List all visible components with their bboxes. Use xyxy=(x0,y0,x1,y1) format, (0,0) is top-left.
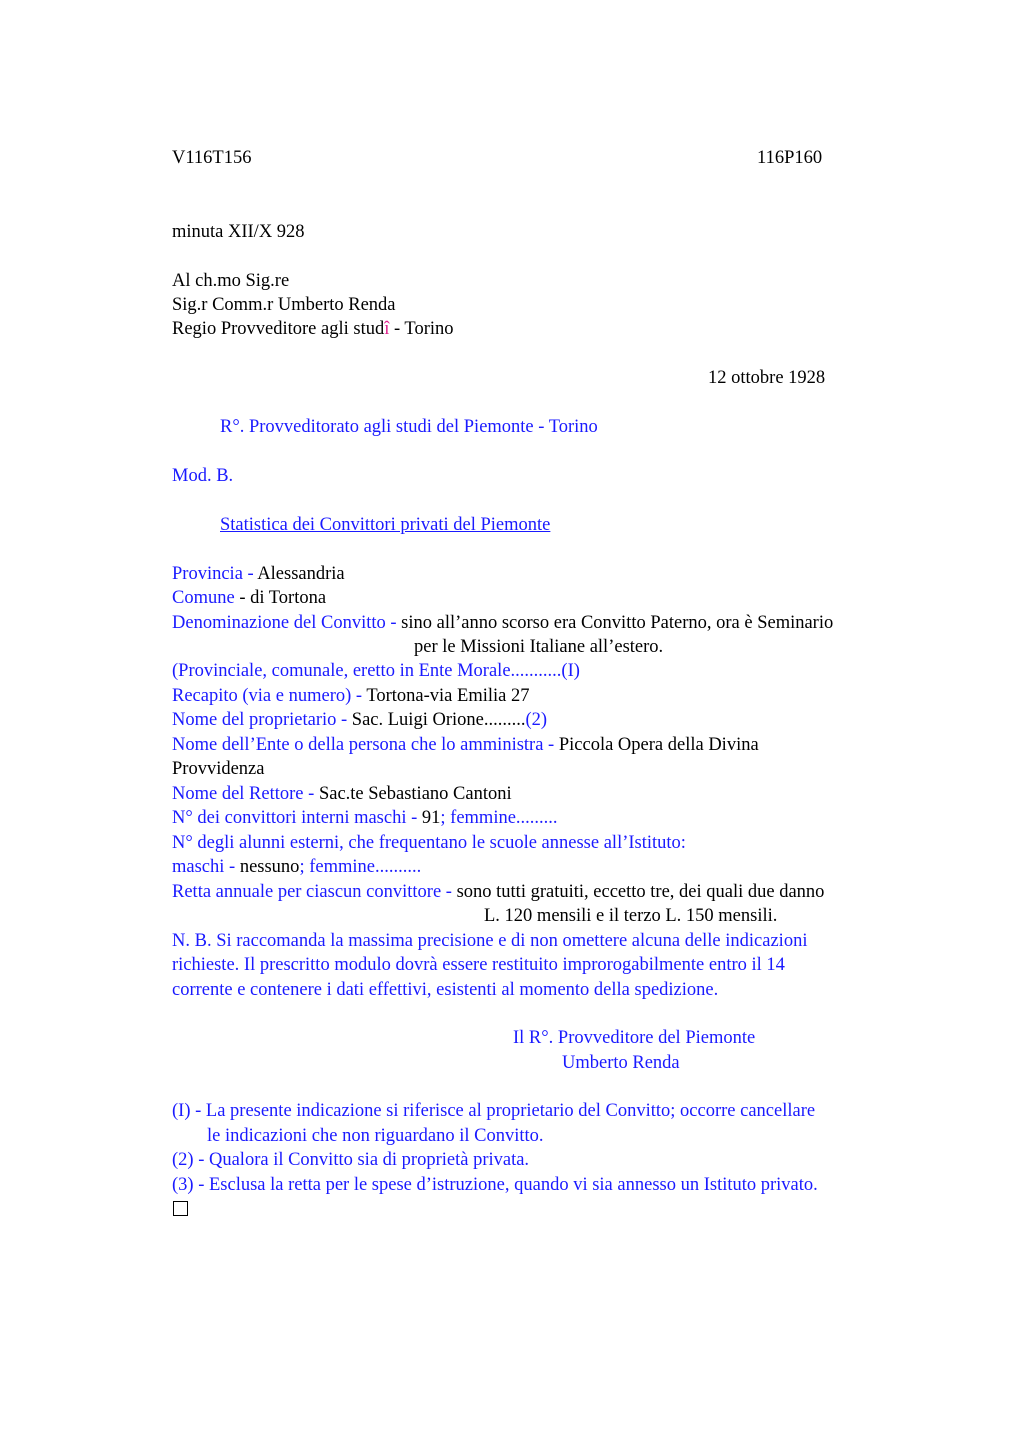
field-comune xyxy=(172,589,326,608)
field-provincia xyxy=(172,565,345,584)
convittori-value: 91 xyxy=(421,808,441,828)
field-rettore xyxy=(172,785,512,804)
footnote-3: (3) - Esclusa la retta per le spese d’istruzione, quando vi sia annesso un Istituto privato. xyxy=(172,1175,818,1195)
minuta-line: minuta XII/X 928 xyxy=(172,222,305,242)
esterni-maschi-value: nessuno xyxy=(239,857,300,877)
proprietario-note: (2) xyxy=(525,710,548,730)
addressee-line-1: Al ch.mo Sig.re xyxy=(172,271,290,291)
convittori-label: N° dei convittori interni maschi - xyxy=(172,808,422,828)
nb-line-2: richieste. Il prescritto modulo dovrà essere restituito improrogabilmente entro il 14 xyxy=(172,955,785,975)
field-denominazione xyxy=(172,614,833,633)
field-recapito xyxy=(172,687,529,706)
field-ente xyxy=(172,736,759,755)
field-esterni-maschi xyxy=(172,858,421,877)
footnote-1-line-2: le indicazioni che non riguardano il Convitto. xyxy=(207,1126,544,1146)
esterni-femmine: ; femmine.......... xyxy=(299,857,422,877)
addressee-line-3-a: Regio Provveditore agli stud xyxy=(172,319,385,339)
addressee-line-3 xyxy=(172,320,454,339)
recapito-value: Tortona-via Emilia 27 xyxy=(366,686,530,706)
nb-line-1: N. B. Si raccomanda la massima precisione e di non omettere alcuna delle indicazioni xyxy=(172,931,808,951)
letter-date: 12 ottobre 1928 xyxy=(708,368,826,388)
provincia-value: Alessandria xyxy=(257,564,345,584)
field-proprietario xyxy=(172,711,547,730)
signature-name: Umberto Renda xyxy=(562,1053,680,1073)
header-left-code: V116T156 xyxy=(172,148,252,168)
header-right-code: 116P160 xyxy=(757,148,823,168)
denominazione-label: Denominazione del Convitto - xyxy=(172,613,402,633)
signature-title: Il R°. Provveditore del Piemonte xyxy=(513,1028,756,1048)
footnote-2: (2) - Qualora il Convitto sia di proprietà privata. xyxy=(172,1150,530,1170)
field-tipo: (Provinciale, comunale, eretto in Ente Morale...........(I) xyxy=(172,661,580,681)
form-title: Statistica dei Convittori privati del Piemonte xyxy=(220,515,551,535)
accent-mark: î xyxy=(384,319,390,339)
ente-value-2: Provvidenza xyxy=(172,759,265,779)
retta-value-1: sono tutti gratuiti, eccetto tre, dei quali due danno xyxy=(456,882,825,902)
footnote-1-line-1: (I) - La presente indicazione si riferisce al proprietario del Convitto; occorre cancellare xyxy=(172,1101,816,1121)
nb-line-3: corrente e contenere i dati effettivi, esistenti al momento della spedizione. xyxy=(172,980,719,1000)
proprietario-label: Nome del proprietario - xyxy=(172,710,352,730)
office-heading: R°. Provveditorato agli studi del Piemonte - Torino xyxy=(220,417,598,437)
provincia-label: Provincia - xyxy=(172,564,258,584)
proprietario-value: Sac. Luigi Orione......... xyxy=(351,710,526,730)
convittori-femmine: ; femmine......... xyxy=(440,808,558,828)
denominazione-value-2: per le Missioni Italiane all’estero. xyxy=(414,637,664,657)
esterni-maschi-label: maschi - xyxy=(172,857,240,877)
field-esterni: N° degli alunni esterni, che frequentano le scuole annesse all’Istituto: xyxy=(172,833,686,853)
field-retta xyxy=(172,883,824,902)
retta-label: Retta annuale per ciascun convittore - xyxy=(172,882,457,902)
ente-value-1: Piccola Opera della Divina xyxy=(558,735,759,755)
retta-value-2: L. 120 mensili e il terzo L. 150 mensili. xyxy=(484,906,778,926)
checkbox-square-icon xyxy=(173,1201,188,1216)
addressee-line-2: Sig.r Comm.r Umberto Renda xyxy=(172,295,396,315)
comune-value: - di Tortona xyxy=(234,588,327,608)
ente-label: Nome dell’Ente o della persona che lo amministra - xyxy=(172,735,559,755)
field-convittori xyxy=(172,809,558,828)
rettore-label: Nome del Rettore - xyxy=(172,784,319,804)
recapito-label: Recapito (via e numero) - xyxy=(172,686,367,706)
rettore-value: Sac.te Sebastiano Cantoni xyxy=(318,784,512,804)
form-id: Mod. B. xyxy=(172,466,234,486)
addressee-line-3-b: - Torino xyxy=(389,319,454,339)
comune-label: Comune xyxy=(172,588,235,608)
denominazione-value-1: sino all’anno scorso era Convitto Paterno, ora è Seminario xyxy=(401,613,834,633)
